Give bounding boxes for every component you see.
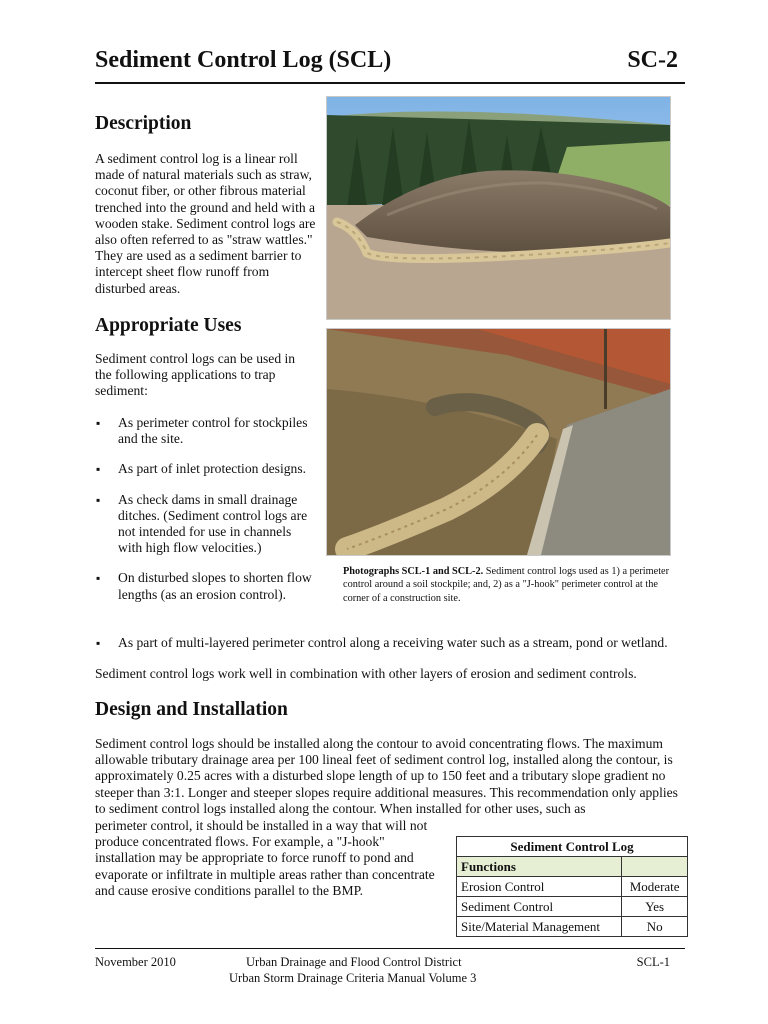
table-header-row [457, 857, 688, 877]
list-item: ▪ As part of multi-layered perimeter control along a receiving water such as a stream, pond or wetland. [96, 635, 696, 651]
table-cell-value: No [622, 917, 688, 937]
footer-manual: Urban Storm Drainage Criteria Manual Volume 3 [229, 971, 477, 985]
footer-divider [95, 948, 685, 949]
uses-intro: Sediment control logs can be used in the following applications to trap sediment: [95, 351, 296, 399]
uses-closing: Sediment control logs work well in combination with other layers of erosion and sediment controls. [95, 666, 637, 681]
table-cell-name: Erosion Control [457, 877, 622, 897]
table-cell-value: Moderate [622, 877, 688, 897]
table-row [457, 897, 688, 917]
function-table [456, 836, 688, 937]
caption-label: Photographs SCL-1 and SCL-2. [343, 566, 484, 577]
uses-heading: Appropriate Uses [95, 315, 242, 336]
footer-page-number: SCL-1 [636, 955, 670, 969]
uses-list-narrow [96, 415, 326, 603]
design-paragraph: Sediment control logs should be installed along the contour to avoid concentrating flows. The maximum allowable tributary drainage area per 100 lineal feet of sediment control log, installed along the contour, is approximately 0.25 acres with a disturbed slope length of up to 150 feet and a tributary slope gradient no steeper than 3:1. Longer and steeper slopes require additional measures. This recommendation only applies to sediment control logs installed along the contour. When installed for other uses, such as [95, 736, 678, 816]
photo-stockpile [326, 96, 671, 320]
design-paragraph-continued: perimeter control, it should be installed in a way that will not produce concentrated flows. For example, a "J-hook" installation may be appropriate to force runoff to pond and evaporate or infiltrate in multiple areas rather than concentrate and cause erosive conditions parallel to the BMP. [95, 818, 435, 898]
footer-org: Urban Drainage and Flood Control District [246, 955, 462, 969]
uses-list-wide [96, 635, 696, 651]
footer-date: November 2010 [95, 955, 176, 969]
table-title-row [457, 837, 688, 857]
photo-j-hook [326, 328, 671, 556]
description-heading: Description [95, 113, 192, 134]
table-cell-value: Yes [622, 897, 688, 917]
table-header: Functions [457, 857, 622, 877]
table-cell-name: Sediment Control [457, 897, 622, 917]
description-text: A sediment control log is a linear roll made of natural materials such as straw, coconut fiber, or other fibrous material trenched into the ground and held with a wooden stake. Sediment control logs are also often referred to as "straw wattles." They are used as a sediment barrier to intercept sheet flow runoff from disturbed areas. [95, 151, 316, 296]
list-item: ▪ As part of inlet protection designs. [96, 461, 326, 477]
table-header-empty [622, 857, 688, 877]
title-divider [95, 82, 685, 84]
list-item: ▪ On disturbed slopes to shorten flow lengths (as an erosion control). [96, 570, 326, 602]
table-row [457, 877, 688, 897]
page-title: Sediment Control Log (SCL) [95, 47, 392, 73]
list-item: ▪ As perimeter control for stockpiles and the site. [96, 415, 326, 447]
list-item: ▪ As check dams in small drainage ditches. (Sediment control logs are not intended for use in channels with high flow velocities.) [96, 492, 308, 557]
photo-caption [343, 565, 673, 605]
section-code: SC-2 [627, 47, 678, 73]
design-heading: Design and Installation [95, 699, 288, 720]
table-cell-name: Site/Material Management [457, 917, 622, 937]
table-row [457, 917, 688, 937]
caption-text: Sediment control logs used as 1) a perimeter control around a soil stockpile; and, 2) as a "J-hook" perimeter control at the corner of a construction site. [343, 566, 670, 604]
table-title: Sediment Control Log [457, 837, 688, 857]
